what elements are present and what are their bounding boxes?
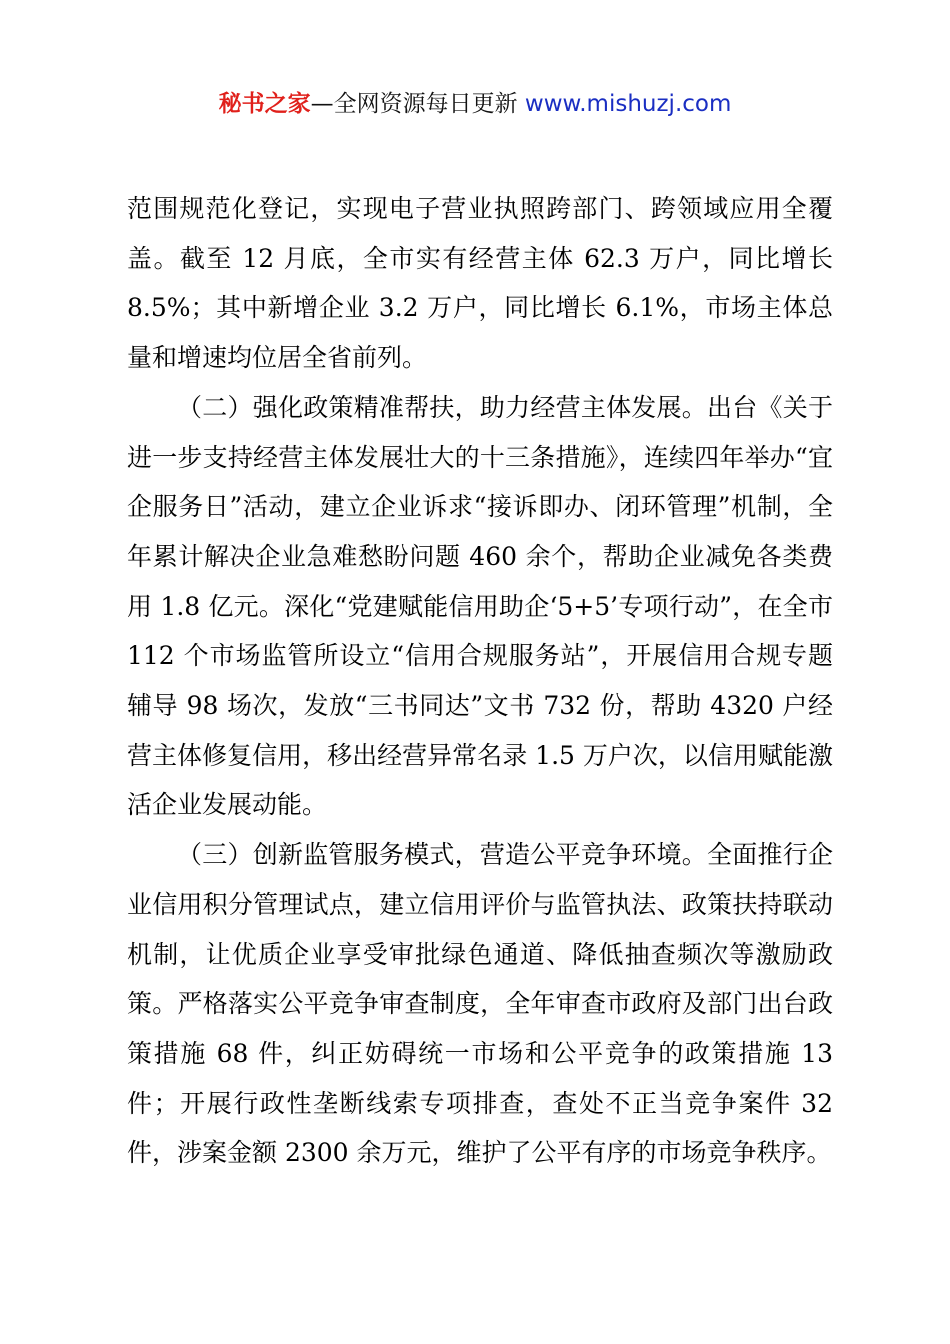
site-header <box>0 86 950 122</box>
paragraph-continuation: 范围规范化登记，实现电子营业执照跨部门、跨领域应用全覆盖。截至 12 月底，全市实有经营主体 62.3 万户，同比增长 8.5%；其中新增企业 3.2 万户，同比增长 6.1%，市场主体总量和增速均位居全省前列。 <box>127 194 833 373</box>
paragraph-section-2: （二）强化政策精准帮扶，助力经营主体发展。出台《关于进一步支持经营主体发展壮大的十三条措施》，连续四年举办“宜企服务日”活动，建立企业诉求“接诉即办、闭环管理”机制，全年累计解决企业急难愁盼问题 460 余个，帮助企业减免各类费用 1.8 亿元。深化“党建赋能信用助企‘5+5’专项行动”，在全市 112 个市场监管所设立“信用合规服务站”，开展信用合规专题辅导 98 场次，发放“三书同达”文书 732 份，帮助 4320 户经营主体修复信用，移出经营异常名录 1.5 万户次，以信用赋能激活企业发展动能。 <box>127 392 833 820</box>
brand-name: 秘书之家 <box>218 91 311 117</box>
document-body <box>127 184 833 1178</box>
site-url-link[interactable]: www.mishuzj.com <box>524 91 732 117</box>
paragraph-section-3: （三）创新监管服务模式，营造公平竞争环境。全面推行企业信用积分管理试点，建立信用评价与监管执法、政策扶持联动机制，让优质企业享受审批绿色通道、降低抽查频次等激励政策。严格落实公平竞争审查制度，全年审查市政府及部门出台政策措施 68 件，纠正妨碍统一市场和公平竞争的政策措施 13 件；开展行政性垄断线索专项排查，查处不正当竞争案件 32 件，涉案金额 2300 余万元，维护了公平有序的市场竞争秩序。 <box>127 840 833 1168</box>
header-tagline: —全网资源每日更新 <box>310 91 525 117</box>
